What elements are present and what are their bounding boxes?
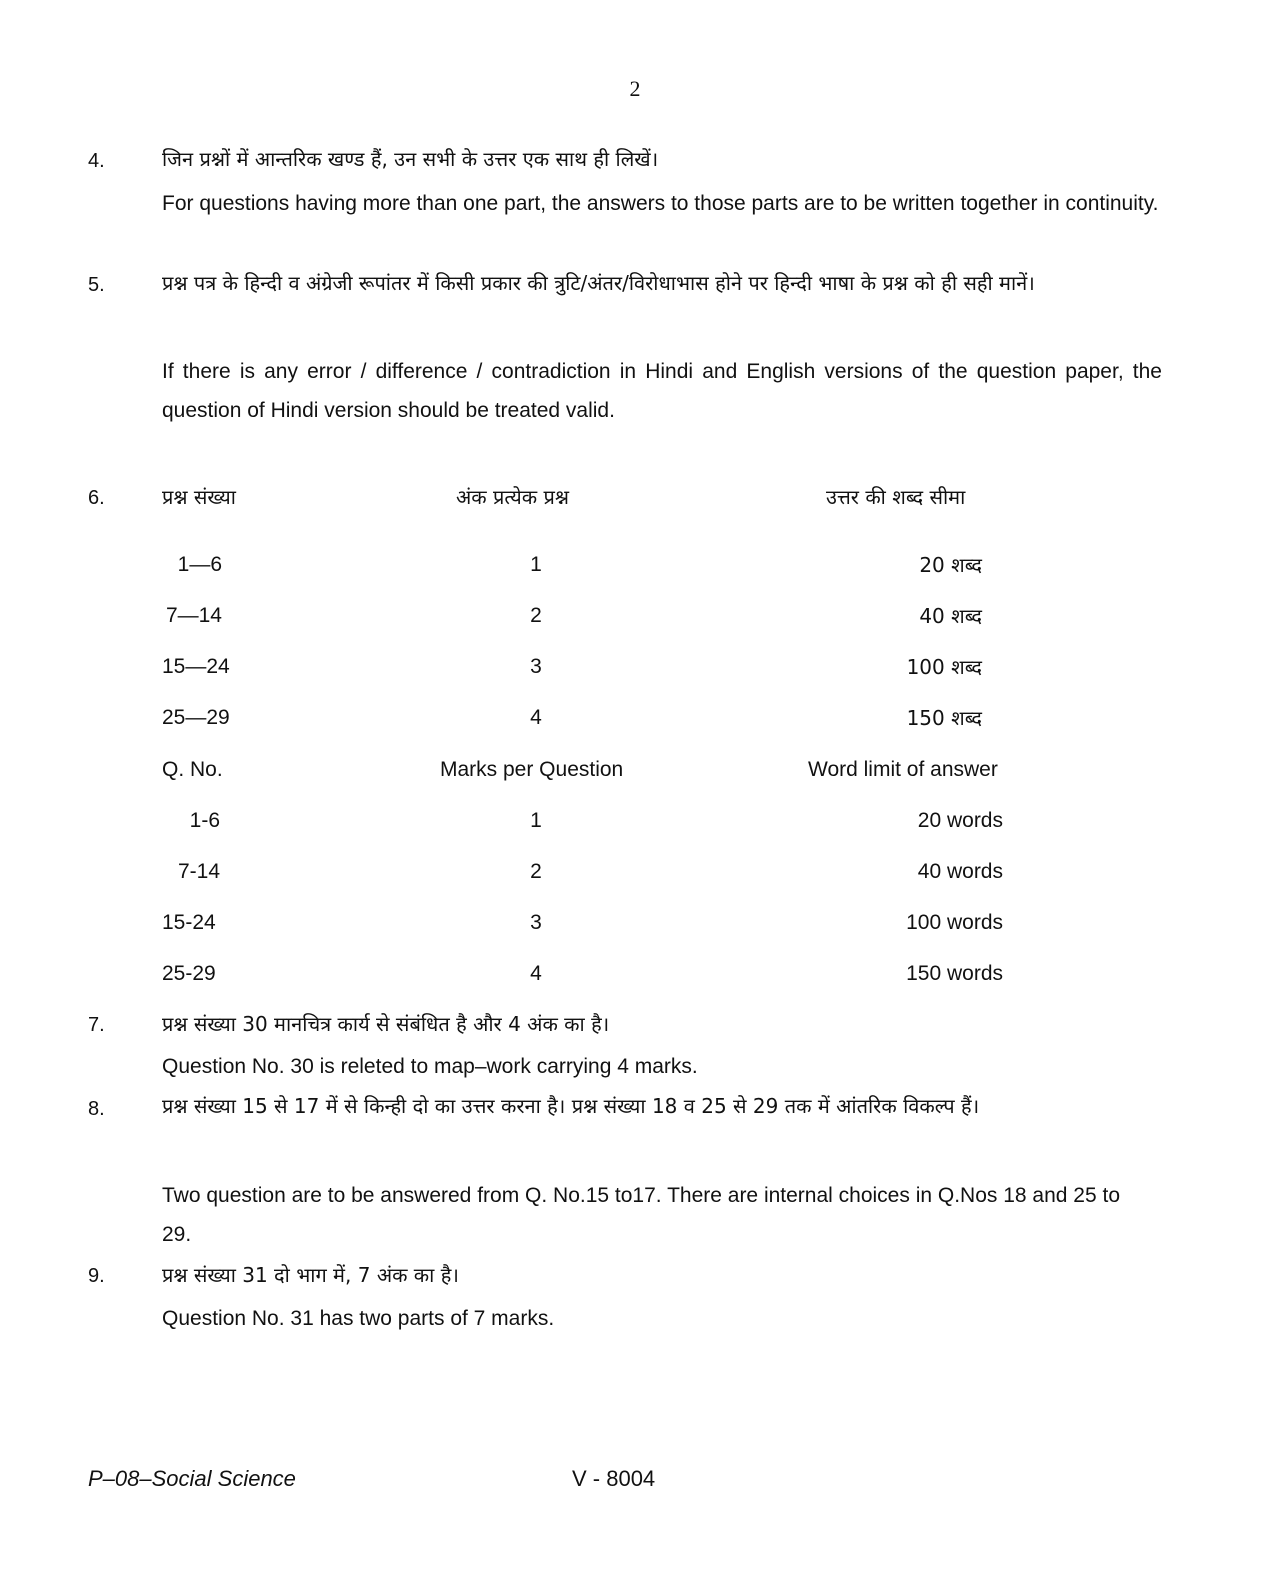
- english-row-4-marks: 4: [530, 962, 542, 985]
- instruction-8-english: Two question are to be answered from Q. No.15 to17. There are internal choices in Q.Nos 18 and 25 to 29.: [162, 1184, 1120, 1246]
- instruction-5-english: If there is any error / difference / contradiction in Hindi and English versions of the question paper, the question of Hindi version should be treated valid.: [162, 360, 1162, 422]
- hindi-row-1-marks: 1: [530, 553, 542, 576]
- hindi-row-1-qno: 1—6: [177, 553, 222, 576]
- hindi-row-4-qno: 25—29: [162, 706, 230, 729]
- english-header-qno: Q. No.: [162, 758, 223, 781]
- hindi-row-4-marks: 4: [530, 706, 542, 729]
- hindi-row-2-qno: 7—14: [165, 604, 222, 627]
- instruction-9-english: Question No. 31 has two parts of 7 marks.: [162, 1307, 555, 1330]
- hindi-row-3-qno: 15—24: [162, 655, 230, 678]
- instruction-5-hindi: प्रश्न पत्र के हिन्दी व अंग्रेजी रूपांतर में किसी प्रकार की त्रुटि/अंतर/विरोधाभास होने पर हिन्दी भाषा के प्रश्न को ही सही मानें।: [162, 271, 1035, 295]
- item-number-6: 6.: [88, 487, 105, 509]
- english-row-2-marks: 2: [530, 860, 542, 883]
- english-header-limit: Word limit of answer: [808, 758, 998, 781]
- item-number-4: 4.: [88, 150, 105, 172]
- hindi-row-2-marks: 2: [530, 604, 542, 627]
- item-number-8: 8.: [88, 1098, 105, 1120]
- hindi-row-3-limit: 100 शब्द: [906, 655, 982, 679]
- hindi-row-1-limit: 20 शब्द: [919, 553, 982, 577]
- instruction-4-hindi: जिन प्रश्नों में आन्तरिक खण्ड हैं, उन सभी के उत्तर एक साथ ही लिखें।: [162, 147, 659, 171]
- instruction-7-english: Question No. 30 is releted to map–work carrying 4 marks.: [162, 1055, 698, 1078]
- instruction-7-hindi: प्रश्न संख्या 30 मानचित्र कार्य से संबंधित है और 4 अंक का है।: [162, 1012, 610, 1036]
- english-row-1-limit: 20 words: [917, 809, 1003, 832]
- hindi-row-4-limit: 150 शब्द: [906, 706, 982, 730]
- footer-code: V - 8004: [572, 1466, 656, 1491]
- hindi-header-limit: उत्तर की शब्द सीमा: [826, 485, 966, 509]
- english-row-1-marks: 1: [530, 809, 542, 832]
- english-row-3-marks: 3: [530, 911, 542, 934]
- item-number-7: 7.: [88, 1014, 105, 1036]
- english-row-2-qno: 7-14: [177, 860, 220, 883]
- english-row-2-limit: 40 words: [917, 860, 1003, 883]
- english-row-1-qno: 1-6: [189, 809, 220, 832]
- english-row-4-limit: 150 words: [906, 962, 1003, 985]
- english-row-3-limit: 100 words: [906, 911, 1003, 934]
- footer-subject: P–08–Social Science: [88, 1466, 296, 1491]
- english-row-4-qno: 25-29: [162, 962, 216, 985]
- instruction-9-hindi: प्रश्न संख्या 31 दो भाग में, 7 अंक का है।: [162, 1263, 459, 1287]
- english-header-marks: Marks per Question: [440, 758, 624, 781]
- hindi-header-marks: अंक प्रत्येक प्रश्न: [456, 485, 570, 509]
- hindi-row-2-limit: 40 शब्द: [919, 604, 982, 628]
- item-number-5: 5.: [88, 274, 105, 296]
- hindi-row-3-marks: 3: [530, 655, 542, 678]
- instruction-4-english: For questions having more than one part, the answers to those parts are to be written together in continuity.: [162, 192, 1159, 215]
- english-row-3-qno: 15-24: [162, 911, 216, 934]
- instruction-8-hindi: प्रश्न संख्या 15 से 17 में से किन्ही दो का उत्तर करना है। प्रश्न संख्या 18 व 25 से 29 तक में आंतरिक विकल्प हैं।: [162, 1094, 980, 1118]
- hindi-header-qno: प्रश्न संख्या: [162, 485, 236, 509]
- page-number: 2: [629, 76, 641, 101]
- item-number-9: 9.: [88, 1265, 105, 1287]
